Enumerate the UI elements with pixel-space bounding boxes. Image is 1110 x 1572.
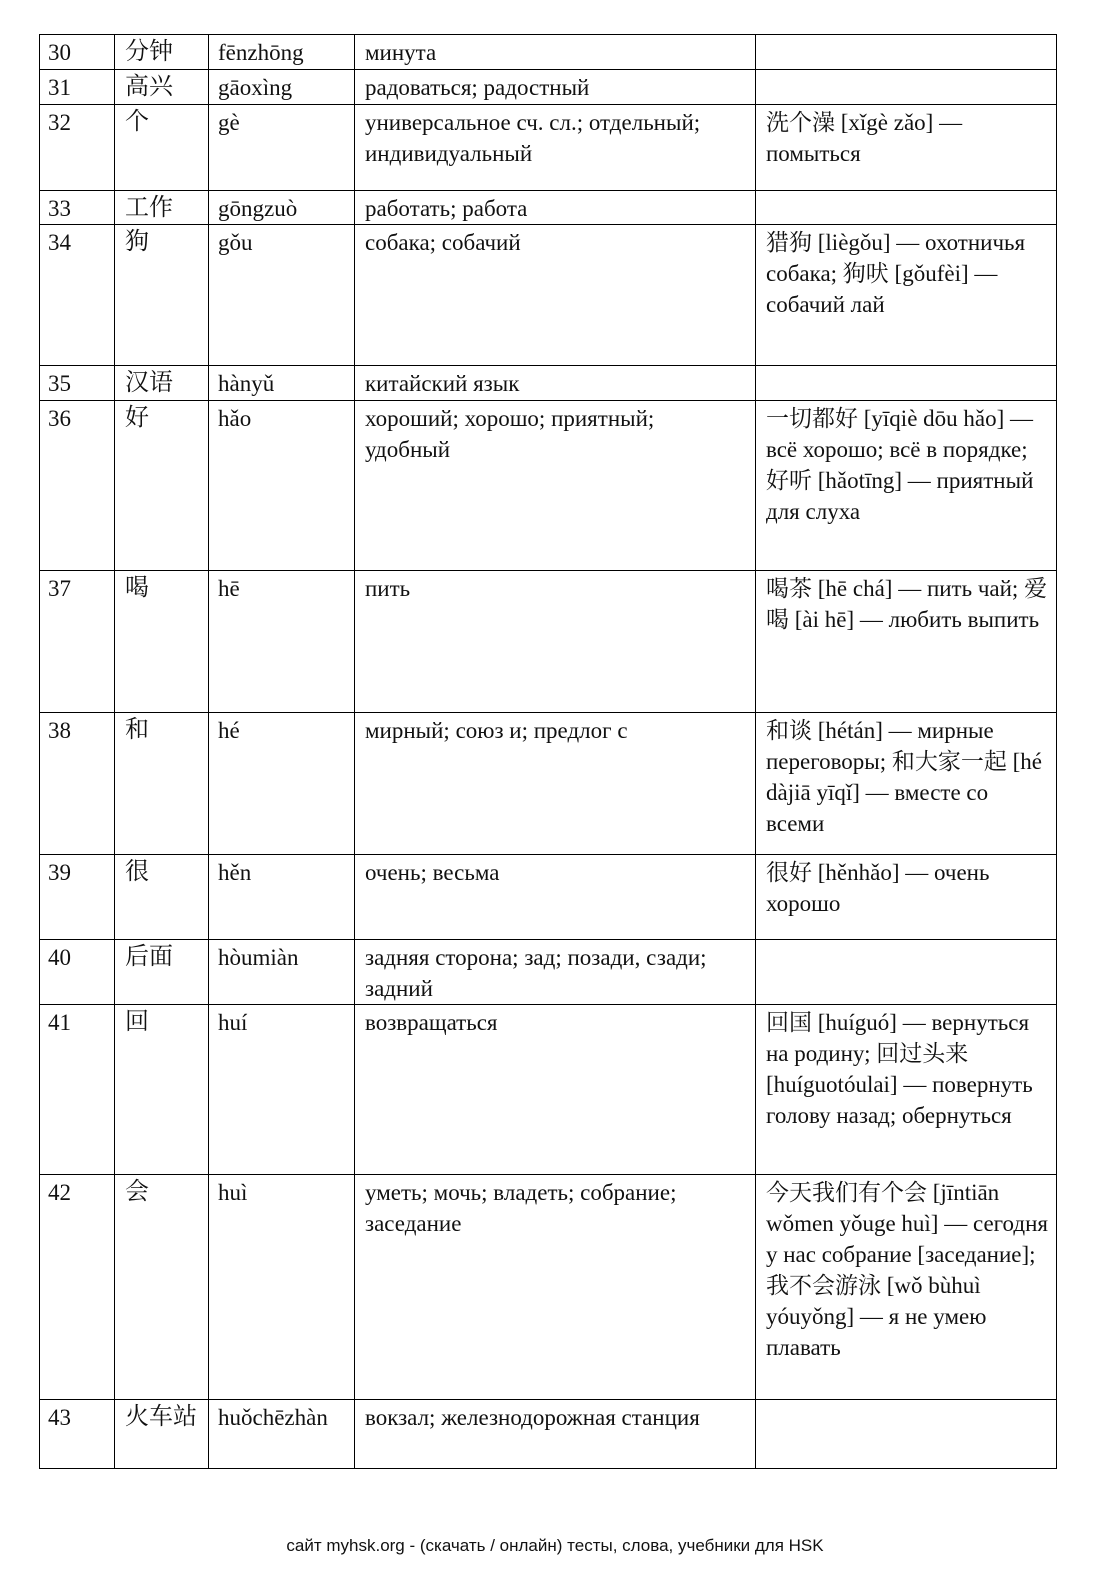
row-number: 36 (40, 401, 115, 571)
table-row (40, 855, 1057, 940)
example-cell (756, 366, 1057, 401)
table-row (40, 1400, 1057, 1469)
example-cell: 喝茶 [hē chá] — пить чай; 爱喝 [ài hē] — любить выпить (756, 571, 1057, 713)
translation-cell: вокзал; железнодорожная станция (355, 1400, 756, 1469)
hanzi-cell: 很 (115, 855, 209, 940)
pinyin-cell: hē (209, 571, 355, 713)
hanzi-cell: 个 (115, 105, 209, 191)
example-cell: 猎狗 [liègǒu] — охотничья собака; 狗吠 [gǒufèi] — собачий лай (756, 225, 1057, 366)
hanzi-cell: 汉语 (115, 366, 209, 401)
example-cell: 一切都好 [yīqiè dōu hǎo] — всё хорошо; всё в порядке; 好听 [hǎotīng] — приятный для слуха (756, 401, 1057, 571)
translation-cell: уметь; мочь; владеть; собрание; заседание (355, 1175, 756, 1400)
pinyin-cell: hòumiàn (209, 940, 355, 1005)
row-number: 39 (40, 855, 115, 940)
translation-cell: собака; собачий (355, 225, 756, 366)
pinyin-cell: gāoxìng (209, 70, 355, 105)
pinyin-cell: hǎo (209, 401, 355, 571)
table-row (40, 1175, 1057, 1400)
hanzi-cell: 后面 (115, 940, 209, 1005)
hanzi-cell: 狗 (115, 225, 209, 366)
row-number: 42 (40, 1175, 115, 1400)
table-row (40, 1005, 1057, 1175)
example-cell: 和谈 [hétán] — мирные переговоры; 和大家一起 [hé dàjiā yīqǐ] — вместе со всеми (756, 713, 1057, 855)
translation-cell: универсальное сч. сл.; отдельный; индивидуальный (355, 105, 756, 191)
pinyin-cell: hànyǔ (209, 366, 355, 401)
hanzi-cell: 分钟 (115, 35, 209, 70)
pinyin-cell: huǒchēzhàn (209, 1400, 355, 1469)
table-row (40, 70, 1057, 105)
table-row (40, 225, 1057, 366)
example-cell (756, 1400, 1057, 1469)
hanzi-cell: 回 (115, 1005, 209, 1175)
pinyin-cell: fēnzhōng (209, 35, 355, 70)
translation-cell: хороший; хорошо; приятный; удобный (355, 401, 756, 571)
table-row (40, 366, 1057, 401)
table-row (40, 940, 1057, 1005)
example-cell: 回国 [huíguó] — вернуться на родину; 回过头来 [huíguotóulai] — повернуть голову назад; обернуться (756, 1005, 1057, 1175)
translation-cell: мирный; союз и; предлог с (355, 713, 756, 855)
page-footer: сайт myhsk.org - (скачать / онлайн) тесты, слова, учебники для HSK (286, 1536, 824, 1555)
table-row (40, 713, 1057, 855)
example-cell (756, 191, 1057, 225)
translation-cell: радоваться; радостный (355, 70, 756, 105)
row-number: 37 (40, 571, 115, 713)
table-row (40, 191, 1057, 225)
example-cell: 很好 [hěnhǎo] — очень хорошо (756, 855, 1057, 940)
table-row (40, 35, 1057, 70)
example-cell (756, 35, 1057, 70)
translation-cell: китайский язык (355, 366, 756, 401)
vocabulary-table (39, 34, 1057, 1469)
translation-cell: задняя сторона; зад; позади, сзади; задний (355, 940, 756, 1005)
row-number: 34 (40, 225, 115, 366)
hanzi-cell: 工作 (115, 191, 209, 225)
pinyin-cell: gōngzuò (209, 191, 355, 225)
row-number: 40 (40, 940, 115, 1005)
example-cell (756, 70, 1057, 105)
hanzi-cell: 好 (115, 401, 209, 571)
row-number: 32 (40, 105, 115, 191)
table-row (40, 571, 1057, 713)
example-cell: 洗个澡 [xǐgè zǎo] — помыться (756, 105, 1057, 191)
row-number: 35 (40, 366, 115, 401)
hanzi-cell: 会 (115, 1175, 209, 1400)
pinyin-cell: gǒu (209, 225, 355, 366)
row-number: 30 (40, 35, 115, 70)
row-number: 31 (40, 70, 115, 105)
table-row (40, 401, 1057, 571)
pinyin-cell: gè (209, 105, 355, 191)
hanzi-cell: 喝 (115, 571, 209, 713)
translation-cell: работать; работа (355, 191, 756, 225)
hanzi-cell: 高兴 (115, 70, 209, 105)
pinyin-cell: huì (209, 1175, 355, 1400)
translation-cell: возвращаться (355, 1005, 756, 1175)
hanzi-cell: 火车站 (115, 1400, 209, 1469)
translation-cell: пить (355, 571, 756, 713)
pinyin-cell: huí (209, 1005, 355, 1175)
example-cell: 今天我们有个会 [jīntiān wǒmen yǒuge huì] — сегодня у нас собрание [заседание]; 我不会游泳 [wǒ bùhuì yóuyǒng] — я не умею плавать (756, 1175, 1057, 1400)
row-number: 38 (40, 713, 115, 855)
translation-cell: минута (355, 35, 756, 70)
row-number: 43 (40, 1400, 115, 1469)
example-cell (756, 940, 1057, 1005)
pinyin-cell: hěn (209, 855, 355, 940)
pinyin-cell: hé (209, 713, 355, 855)
hanzi-cell: 和 (115, 713, 209, 855)
row-number: 33 (40, 191, 115, 225)
translation-cell: очень; весьма (355, 855, 756, 940)
table-row (40, 105, 1057, 191)
row-number: 41 (40, 1005, 115, 1175)
